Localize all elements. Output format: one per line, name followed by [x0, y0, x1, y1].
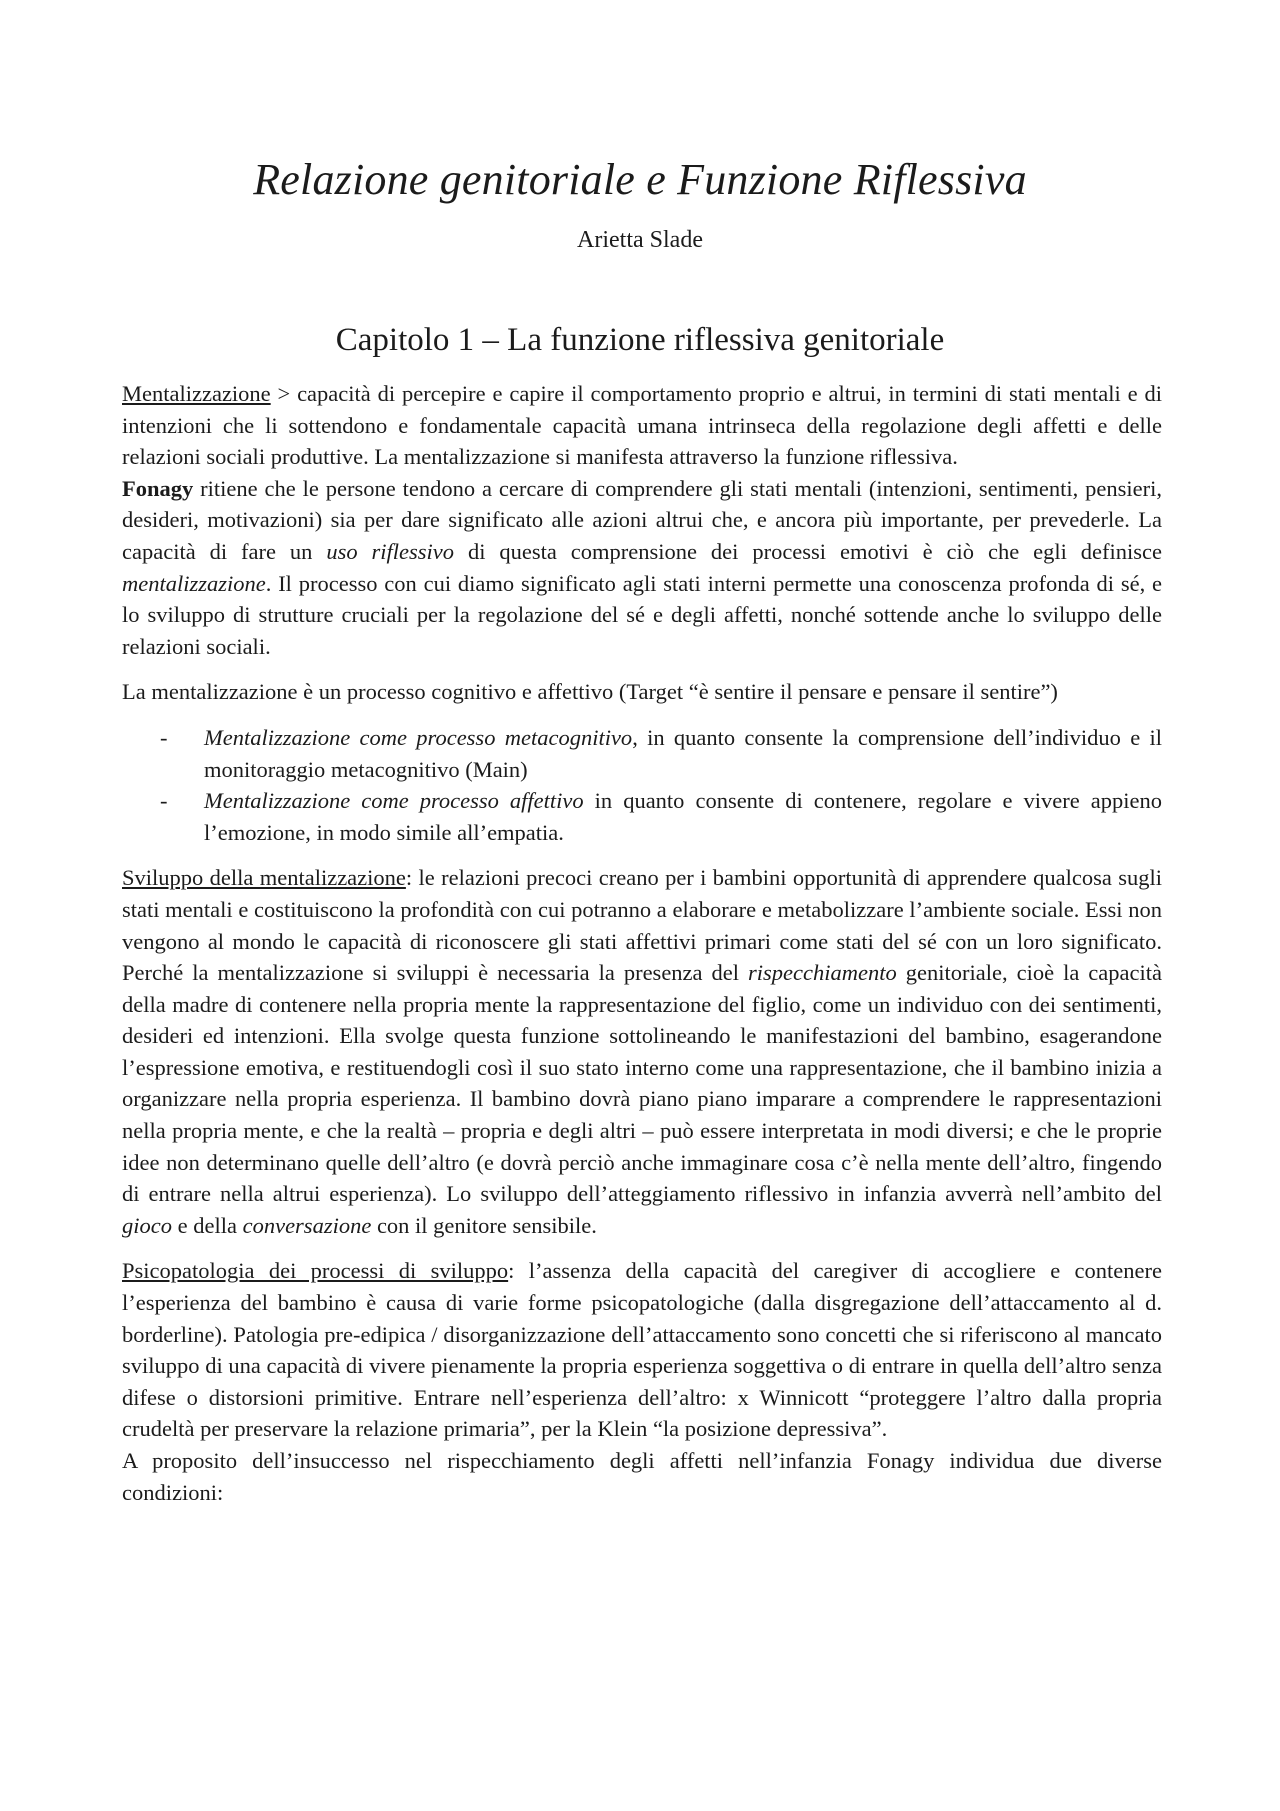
paragraph-condizioni: A proposito dell’insuccesso nel rispecchiamento degli affetti nell’infanzia Fonagy individua due diverse condizioni:: [122, 1448, 1162, 1505]
paragraph-text: . Il processo con cui diamo significato agli stati interni permette una conoscenza profonda di sé, e lo sviluppo di strutture cruciali per la regolazione del sé e degli affetti, nonché sottende anche lo sviluppo delle relazioni sociali.: [122, 570, 1162, 659]
author-fonagy: Fonagy: [122, 475, 194, 501]
list-marker: -: [160, 724, 168, 750]
chapter-heading: Capitolo 1 – La funzione riflessiva genitoriale: [335, 322, 945, 358]
list-item-text: , in quanto consente la comprensione dell’individuo e il monitoraggio metacognitivo (Main): [204, 724, 1162, 782]
paragraph-processo: La mentalizzazione è un processo cognitivo e affettivo (Target “è sentire il pensare e pensare il sentire”): [122, 679, 1058, 705]
paragraph-text: di questa comprensione dei processi emotivi è ciò che egli definisce: [454, 538, 1162, 564]
paragraph-text: con il genitore sensibile.: [371, 1212, 597, 1238]
emphasis-conversazione: conversazione: [242, 1212, 372, 1238]
paragraph-text: ritiene che le persone tendono a cercare di comprendere gli stati mentali (intenzioni, sentimenti, pensieri, desideri, motivazioni) sia per dare significato alle azioni altrui che, e ancora più importante, per prevederle. La capacità di fare un: [122, 475, 1162, 564]
term-psicopatologia: Psicopatologia dei processi di sviluppo: [122, 1258, 509, 1284]
emphasis-rispecchiamento: rispecchiamento: [748, 960, 897, 986]
emphasis-mentalizzazione: mentalizzazione: [122, 570, 266, 596]
paragraph-mentalizzazione: [122, 378, 1162, 473]
term-sviluppo: Sviluppo della mentalizzazione: [122, 865, 406, 891]
document-title: Relazione genitoriale e Funzione Riflessiva: [253, 155, 1027, 204]
paragraph-fonagy: [122, 473, 1162, 663]
author-name: Arietta Slade: [577, 227, 703, 253]
emphasis-gioco: gioco: [122, 1212, 172, 1238]
list-item-emphasis: Mentalizzazione come processo metacognitivo: [204, 724, 633, 750]
paragraph-text: > capacità di percepire e capire il comportamento proprio e altrui, in termini di stati mentali e di intenzioni che li sottendono e fondamentale capacità umana intrinseca della regolazione degli affetti e delle relazioni sociali produttive. La mentalizzazione si manifesta attraverso la funzione riflessiva.: [122, 381, 1162, 470]
list-item: [122, 722, 1162, 785]
paragraph-sviluppo: [122, 862, 1162, 1241]
document-body: [122, 378, 1162, 1508]
paragraph-text: e della: [172, 1212, 243, 1238]
term-mentalizzazione: Mentalizzazione: [122, 381, 271, 406]
list-item-text: in quanto consente di contenere, regolare e vivere appieno l’emozione, in modo simile all’empatia.: [204, 788, 1162, 845]
paragraph-text: genitoriale, cioè la capacità della madre di contenere nella propria mente la rappresentazione del figlio, come un individuo con dei sentimenti, desideri ed intenzioni. Ella svolge questa funzione sottolineando le manifestazioni del bambino, esagerandone l’espressione emotiva, e restituendogli così il suo stato interno come una rappresentazione, che il bambino inizia a organizzare nella propria esperienza. Il bambino dovrà piano piano imparare a comprendere le rappresentazioni nella propria mente, e che la realtà – propria e degli altri – può essere interpretata in modi diversi; e che le proprie idee non determinano quelle dell’altro (e dovrà perciò anche immaginare cosa c’è nella mente dell’altro, fingendo di entrare nella altrui esperienza). Lo sviluppo dell’atteggiamento riflessivo in infanzia avverrà nell’ambito del: [122, 960, 1162, 1207]
list-item: [122, 785, 1162, 848]
list-marker: -: [160, 788, 168, 814]
emphasis-uso-riflessivo: uso riflessivo: [326, 538, 455, 564]
mentalization-list: [122, 722, 1162, 848]
paragraph-psicopatologia: [122, 1255, 1162, 1445]
list-item-emphasis: Mentalizzazione come processo affettivo: [204, 788, 584, 814]
paragraph-text: : l’assenza della capacità del caregiver di accogliere e contenere l’esperienza del bambino è causa di varie forme psicopatologiche (dalla disgregazione dell’attaccamento al d. borderline). Patologia pre-edipica / disorganizzazione dell’attaccamento sono concetti che si riferiscono al mancato sviluppo di una capacità di vivere pienamente la propria esperienza soggettiva o di entrare in quella dell’altro senza difese o distorsioni primitive. Entrare nell’esperienza dell’altro: x Winnicott “proteggere l’altro dalla propria crudeltà per preservare la relazione primaria”, per la Klein “la posizione depressiva”.: [122, 1258, 1162, 1442]
paragraph-text: : le relazioni precoci creano per i bambini opportunità di apprendere qualcosa sugli stati mentali e costituiscono la profondità con cui potranno a elaborare e metabolizzare l’ambiente sociale. Essi non vengono al mondo le capacità di riconoscere gli stati affettivi primari come stati del sé con un loro significato. Perché la mentalizzazione si sviluppi è necessaria la presenza del: [122, 865, 1162, 986]
